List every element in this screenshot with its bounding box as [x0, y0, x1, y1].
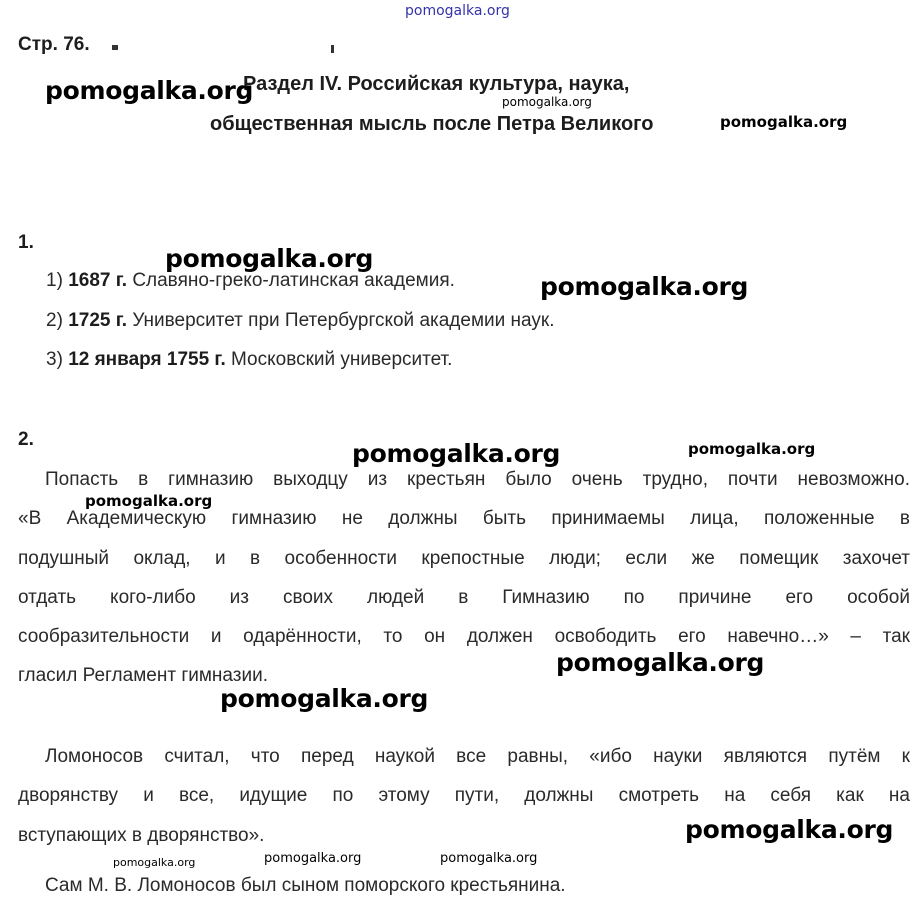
crop-mark: [331, 45, 334, 53]
page-reference: Стр. 76.: [18, 34, 90, 55]
watermark: pomogalka.org: [45, 76, 254, 105]
list-item: [46, 310, 554, 332]
paragraph-line: сообразительности и одарённости, то он должен освободить его навечно…» – так: [18, 626, 910, 648]
watermark: pomogalka.org: [440, 851, 538, 866]
item-date: 1725 г.: [68, 310, 128, 331]
watermark: pomogalka.org: [685, 815, 894, 844]
paragraph-line: дворянству и все, идущие по этому пути, должны смотреть на себя как на: [18, 785, 910, 807]
paragraph-line: Попасть в гимназию выходцу из крестьян было очень трудно, почти невозможно.: [45, 469, 910, 490]
paragraph-3: [18, 866, 910, 905]
watermark: pomogalka.org: [220, 684, 429, 713]
paragraph-line: «В Академическую гимназию не должны быть принимаемы лица, положенные в: [18, 508, 910, 530]
watermark: pomogalka.org: [720, 113, 848, 131]
item-prefix: 1): [46, 270, 63, 291]
watermark: pomogalka.org: [352, 439, 561, 468]
item-date: 12 января 1755 г.: [68, 349, 226, 370]
watermark: pomogalka.org: [264, 851, 362, 866]
item-text: Университет при Петербургской академии наук.: [132, 310, 555, 331]
task-number: 2.: [18, 429, 34, 450]
watermark: pomogalka.org: [556, 648, 765, 677]
crop-mark: [112, 45, 118, 50]
watermark: pomogalka.org: [113, 856, 196, 869]
paragraph-line: гласил Регламент гимназии.: [18, 665, 268, 687]
list-item: [46, 349, 452, 371]
task-number: 1.: [18, 232, 34, 253]
watermark: pomogalka.org: [165, 244, 374, 273]
section-title-line-1: Раздел IV. Российская культура, наука,: [243, 73, 630, 95]
section-title-line-2: общественная мысль после Петра Великого: [210, 113, 654, 135]
paragraph-line: Сам М. В. Ломоносов был сыном поморского крестьянина.: [45, 875, 566, 896]
item-text: Московский университет.: [231, 349, 453, 370]
watermark: pomogalka.org: [85, 492, 213, 510]
paragraph-line: отдать кого-либо из своих людей в Гимназию по причине его особой: [18, 586, 910, 608]
paragraph-line: Ломоносов считал, что перед наукой все равны, «ибо науки являются путём к: [45, 746, 910, 767]
watermark: pomogalka.org: [502, 95, 592, 109]
paragraph-line: вступающих в дворянство».: [18, 824, 265, 846]
watermark: pomogalka.org: [405, 3, 510, 19]
item-prefix: 3): [46, 349, 63, 370]
item-text: Славяно-греко-латинская академия.: [132, 270, 455, 291]
watermark: pomogalka.org: [540, 272, 749, 301]
list-item: [46, 270, 455, 292]
item-prefix: 2): [46, 310, 63, 331]
paragraph-line: подушный оклад, и в особенности крепостные люди; если же помещик захочет: [18, 547, 910, 569]
watermark: pomogalka.org: [688, 440, 816, 458]
item-date: 1687 г.: [68, 270, 128, 291]
